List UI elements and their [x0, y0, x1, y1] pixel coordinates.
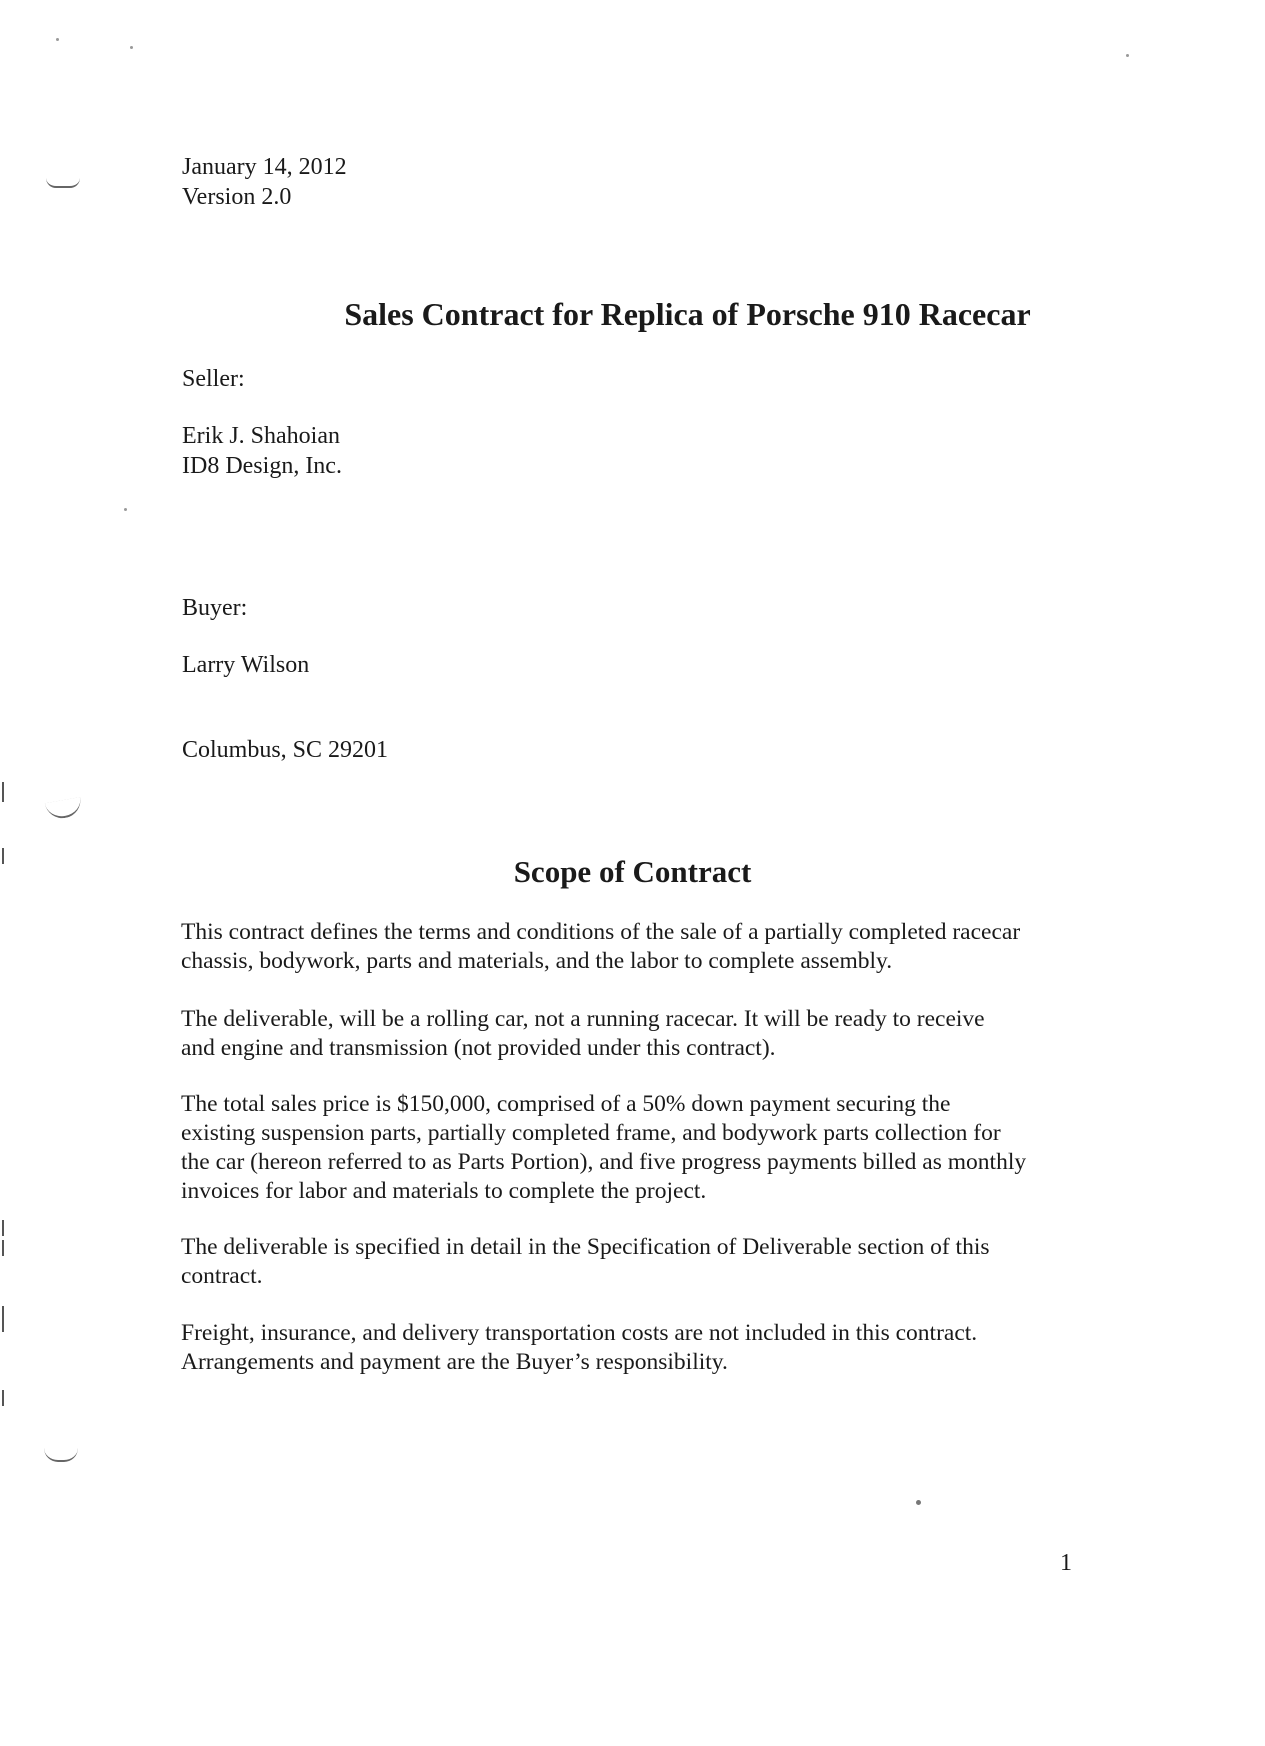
scan-speck — [124, 508, 127, 511]
scan-mark — [45, 797, 84, 821]
scan-mark — [46, 178, 80, 188]
scan-mark — [2, 1220, 4, 1236]
seller-details — [182, 421, 342, 481]
scan-mark — [2, 782, 4, 802]
scan-speck — [130, 46, 133, 49]
scan-mark — [2, 1240, 4, 1256]
seller-label: Seller: — [182, 366, 245, 392]
document-title: Sales Contract for Replica of Porsche 910 Racecar — [344, 296, 1031, 332]
scan-mark — [2, 1306, 4, 1332]
scope-paragraph: The total sales price is $150,000, comprised of a 50% down payment securing the existing suspension parts, partially completed frame, and bodywork parts collection for the car (hereon referred to as Parts Portion), and five progress payments billed as monthly invoices for labor and materials to complete the project. — [181, 1091, 1027, 1204]
scope-paragraph: This contract defines the terms and conditions of the sale of a partially completed racecar chassis, bodywork, parts and materials, and the labor to complete assembly. — [181, 919, 1021, 974]
scope-paragraph: The deliverable, will be a rolling car, not a running racecar. It will be ready to receive and engine and transmission (not provided under this contract). — [181, 1006, 985, 1061]
scan-speck — [56, 38, 59, 41]
buyer-label: Buyer: — [182, 595, 248, 621]
scan-mark — [2, 1390, 4, 1406]
scope-paragraph: Freight, insurance, and delivery transportation costs are not included in this contract. Arrangements and payment are the Buyer’s responsibility. — [181, 1320, 978, 1375]
buyer-name: Larry Wilson — [182, 652, 310, 678]
page-number: 1 — [1060, 1550, 1072, 1576]
document-header — [182, 152, 347, 212]
buyer-address-block — [182, 735, 388, 765]
seller-label-block — [182, 364, 245, 394]
scope-heading: Scope of Contract — [513, 854, 752, 889]
seller-name: Erik J. Shahoian — [182, 423, 340, 449]
scan-speck — [916, 1500, 921, 1505]
scan-speck — [1126, 54, 1129, 57]
scope-paragraph: The deliverable is specified in detail in the Specification of Deliverable section of this contract. — [181, 1234, 990, 1289]
scan-mark — [44, 1448, 78, 1462]
buyer-address: Columbus, SC 29201 — [182, 737, 389, 763]
buyer-name-block — [182, 650, 309, 680]
buyer-label-block — [182, 593, 247, 623]
document-date: January 14, 2012 — [182, 154, 347, 180]
document-version: Version 2.0 — [182, 184, 292, 210]
seller-company: ID8 Design, Inc. — [182, 453, 342, 479]
